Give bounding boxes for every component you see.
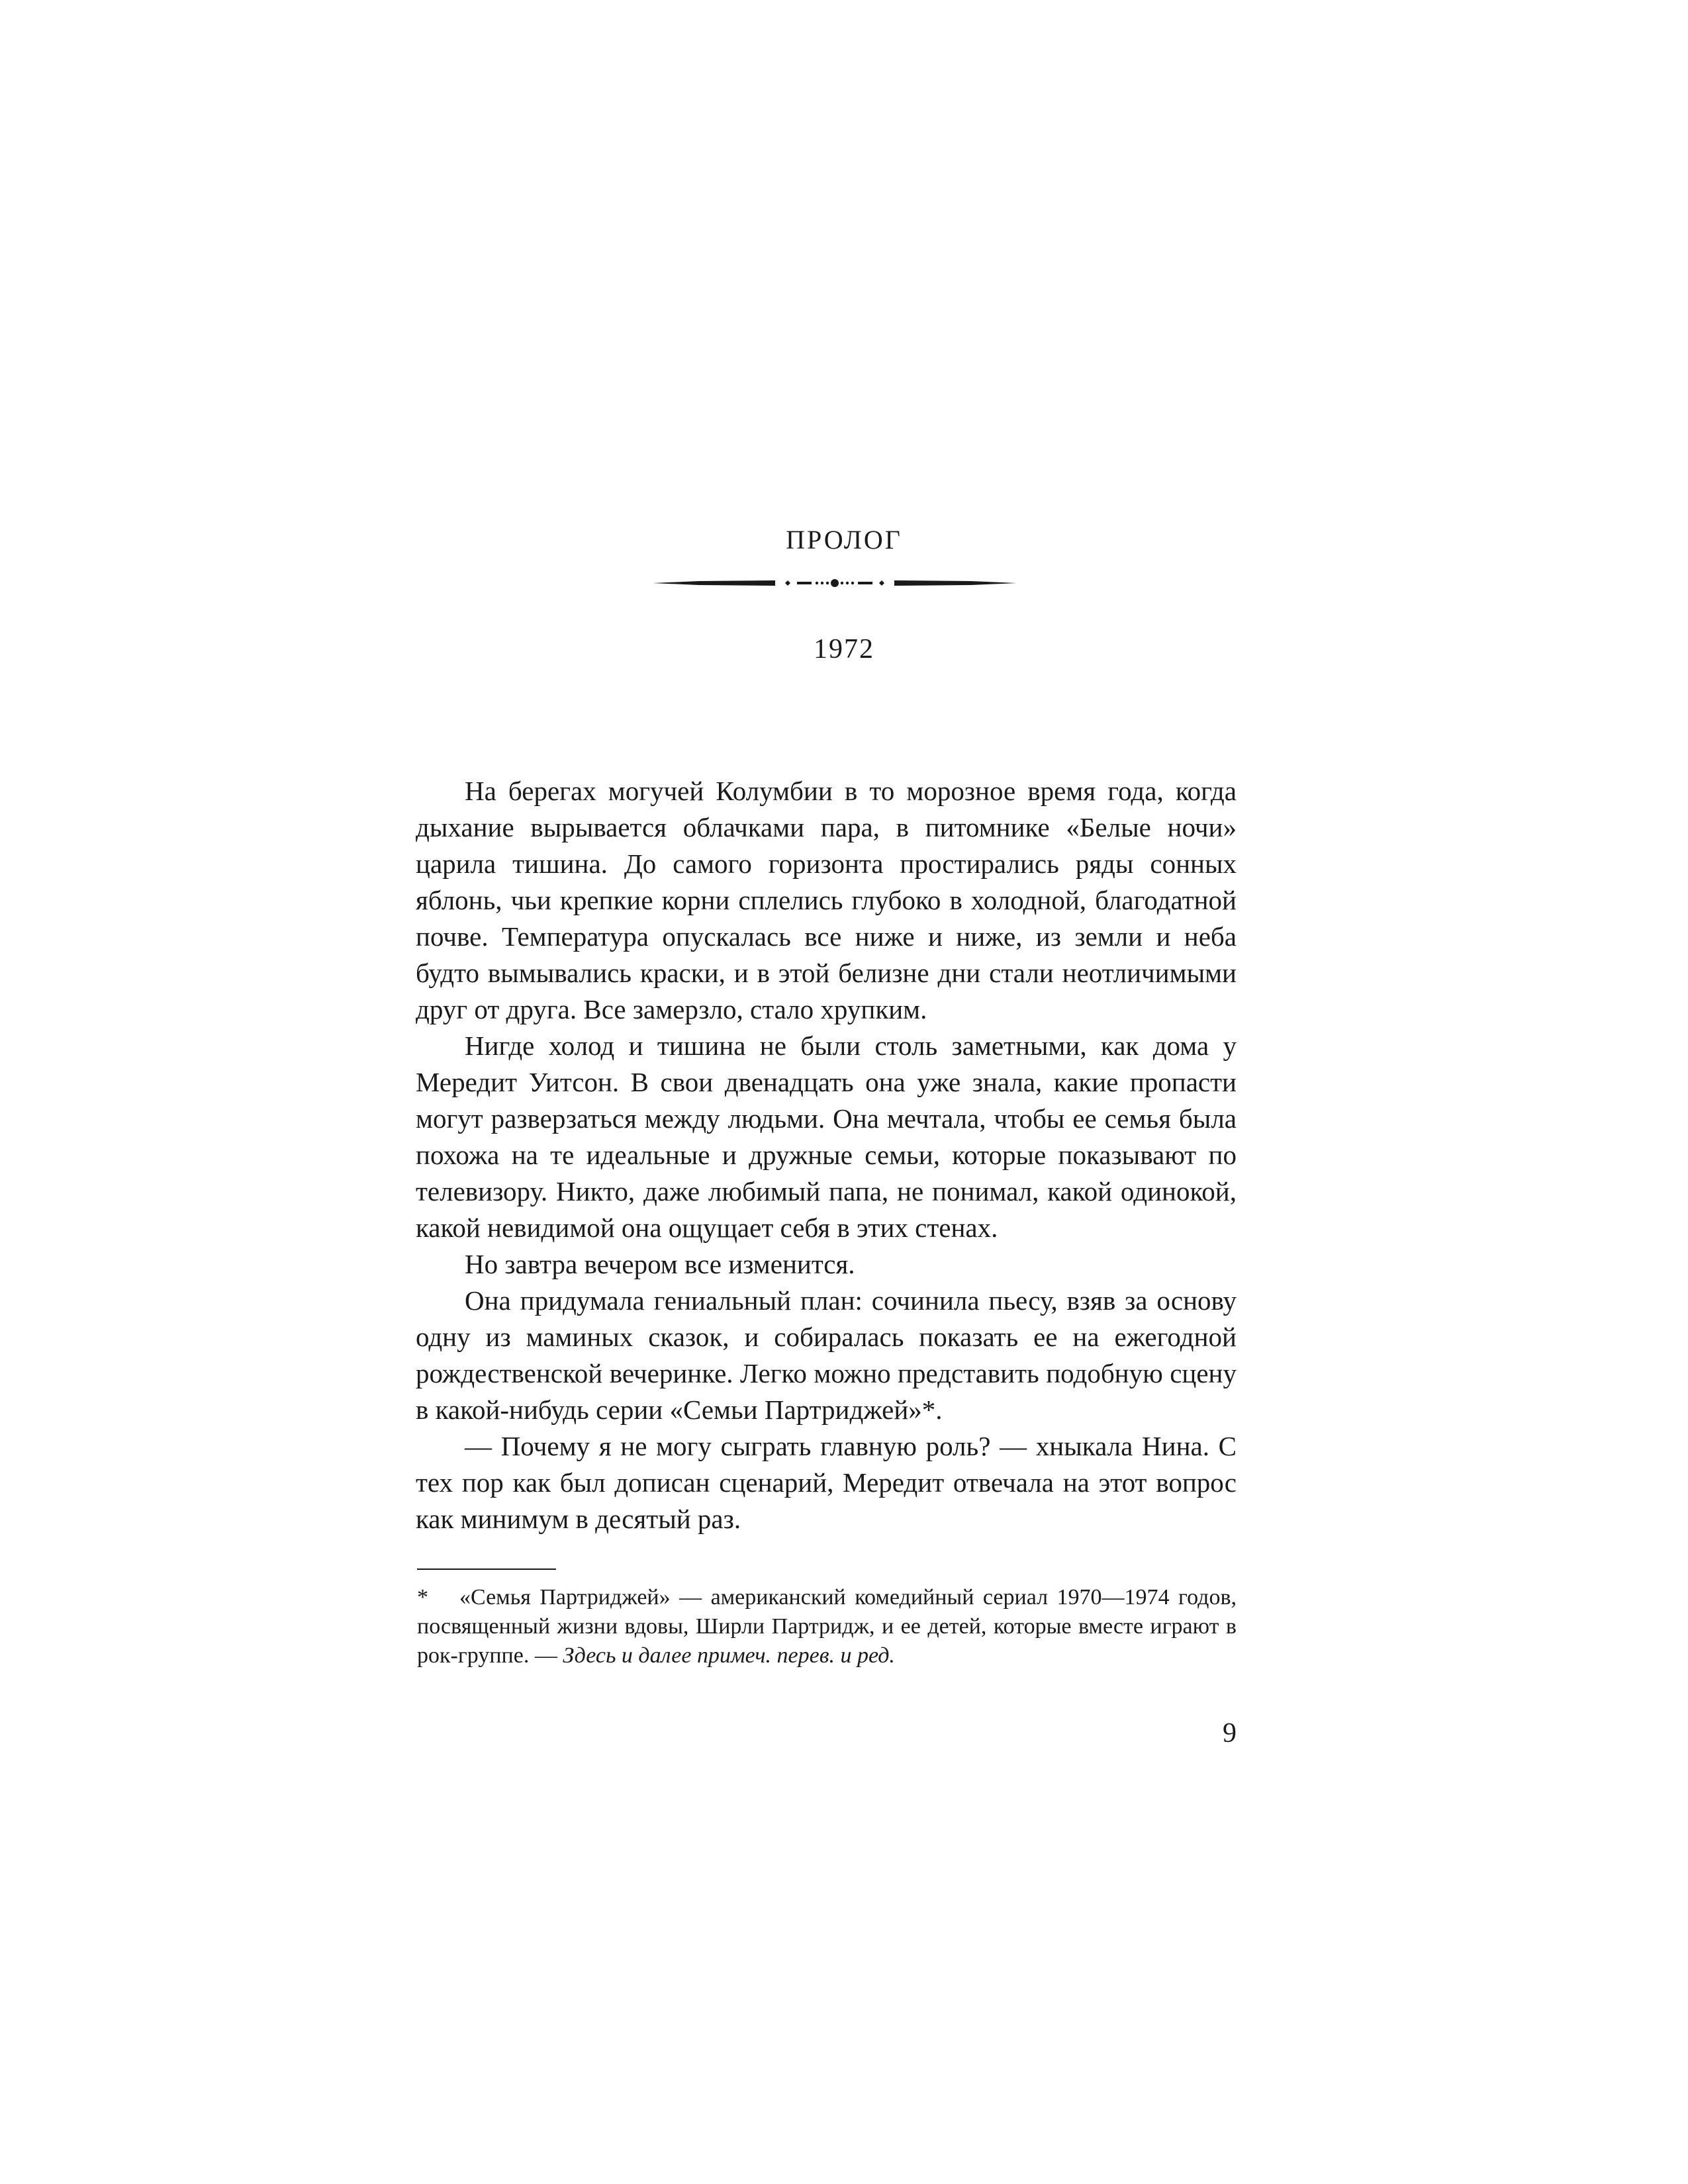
footnote-rule <box>417 1569 556 1570</box>
footnote-text: «Семья Партриджей» — американский комедийный сериал 1970—1974 годов, посвященный жизни вдовы, Ширли Партридж, и ее детей, которые вместе играют в рок-группе. — <box>417 1585 1237 1668</box>
body-text <box>416 773 1237 1537</box>
paragraph: — Почему я не могу сыграть главную роль? — хныкала Нина. С тех пор как был дописан сценарий, Мередит отвечала на этот вопрос как минимум в десятый раз. <box>416 1431 1237 1534</box>
footnote-marker: * <box>417 1585 428 1610</box>
chapter-year: 1972 <box>814 634 874 664</box>
paragraph: Но завтра вечером все изменится. <box>465 1249 855 1279</box>
page-number: 9 <box>1223 1718 1237 1749</box>
paragraph: Она придумала гениальный план: сочинила пьесу, взяв за основу одну из маминых сказок, и собиралась показать ее на ежегодной рождественской вечеринке. Легко можно представить подобную сцену в какой-нибудь серии «Семьи Партриджей»*. <box>416 1285 1237 1425</box>
footnote <box>417 1583 1237 1670</box>
chapter-title: ПРОЛОГ <box>786 525 902 555</box>
paragraph: Нигде холод и тишина не были столь заметными, как дома у Мередит Уитсон. В свои двенадцать она уже знала, какие пропасти могут разверзаться между людьми. Она мечтала, чтобы ее семья была похожа на те идеальные и дружные семьи, которые показывают по телевизору. Никто, даже любимый папа, не понимал, какой одинокой, какой невидимой она ощущает себя в этих стенах. <box>416 1030 1237 1243</box>
footnote-italic-note: Здесь и далее примеч. перев. и ред. <box>563 1643 895 1668</box>
paragraph: На берегах могучей Колумбии в то морозное время года, когда дыхание вырывается облачками пара, в питомнике «Белые ночи» царила тишина. До самого горизонта простирались ряды сонных яблонь, чьи крепкие корни сплелись глубоко в холодной, благодатной почве. Температура опускалась все ниже и ниже, из земли и неба будто вымывались краски, и в этой белизне дни стали неотличимыми друг от друга. Все замерзло, стало хрупким. <box>416 776 1237 1024</box>
ornament-divider <box>653 573 1017 593</box>
